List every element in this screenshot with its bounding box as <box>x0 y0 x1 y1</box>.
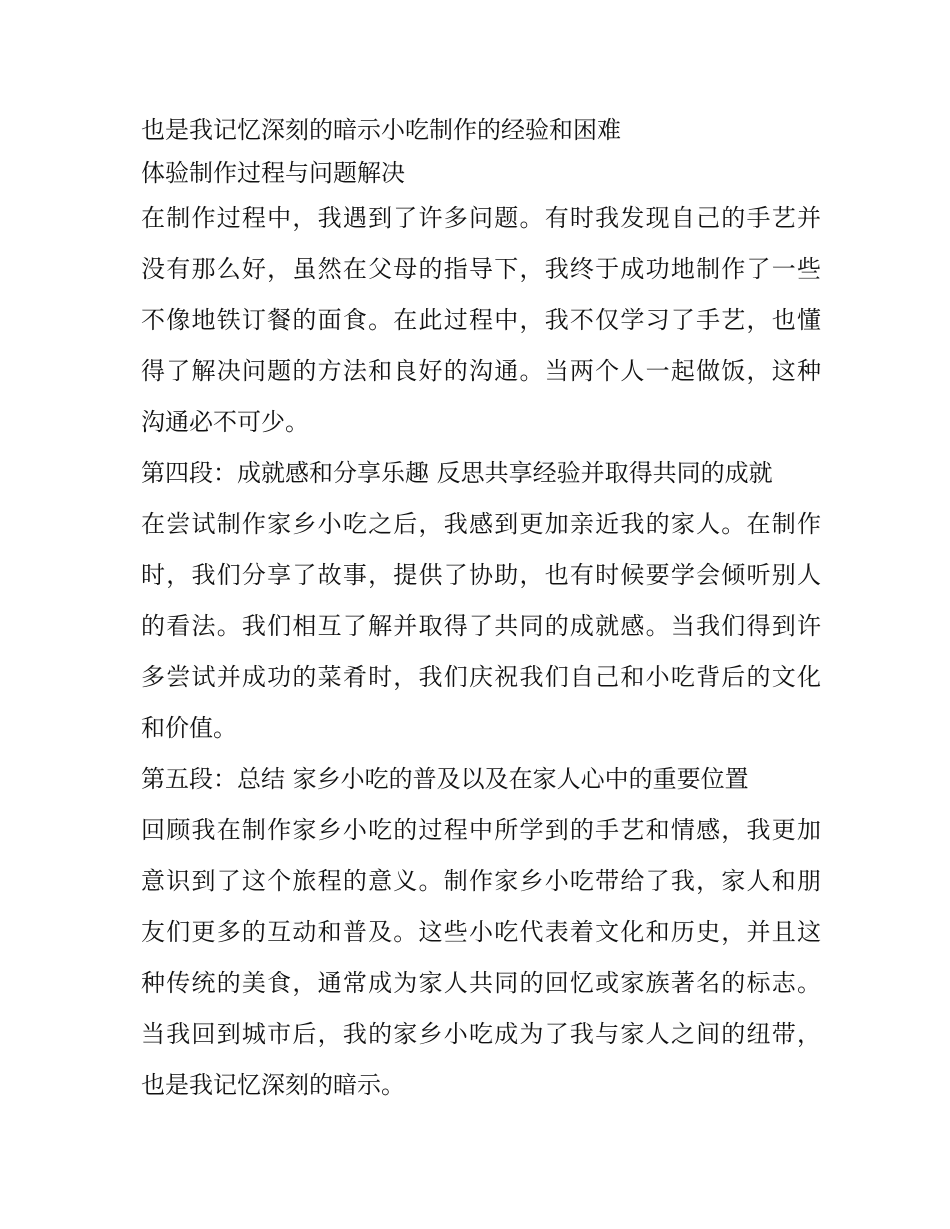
text-line: 在尝试制作家乡小吃之后，我感到更加亲近我的家人。在制作 <box>141 510 821 538</box>
text-line: 和价值。 <box>141 714 237 742</box>
text-line: 不像地铁订餐的面食。在此过程中，我不仅学习了手艺，也懂 <box>141 306 821 334</box>
paragraph-summary <box>141 805 821 1111</box>
text-line: 也是我记忆深刻的暗示。 <box>141 1071 405 1099</box>
text-line: 没有那么好，虽然在父母的指导下，我终于成功地制作了一些 <box>141 255 821 283</box>
text-line: 得了解决问题的方法和良好的沟通。当两个人一起做饭，这种 <box>141 357 821 385</box>
heading-line-1: 也是我记忆深刻的暗示小吃制作的经验和困难 <box>141 116 621 144</box>
paragraph-problem-solving <box>141 193 821 448</box>
heading-line-2: 体验制作过程与问题解决 <box>141 159 405 187</box>
document-body <box>141 112 821 1111</box>
text-line: 种传统的美食，通常成为家人共同的回忆或家族著名的标志。 <box>141 969 821 997</box>
text-line: 多尝试并成功的菜肴时，我们庆祝我们自己和小吃背后的文化 <box>141 663 821 691</box>
text-line: 友们更多的互动和普及。这些小吃代表着文化和历史，并且这 <box>141 918 821 946</box>
text-line: 当我回到城市后，我的家乡小吃成为了我与家人之间的纽带， <box>141 1020 821 1048</box>
section-five-title: 第五段：总结 家乡小吃的普及以及在家人心中的重要位置 <box>141 765 749 793</box>
text-line: 意识到了这个旅程的意义。制作家乡小吃带给了我，家人和朋 <box>141 867 821 895</box>
text-line: 时，我们分享了故事，提供了协助，也有时候要学会倾听别人 <box>141 561 821 589</box>
text-line: 沟通必不可少。 <box>141 408 309 436</box>
section-four-title: 第四段：成就感和分享乐趣 反思共享经验并取得共同的成就 <box>141 459 773 487</box>
text-line: 回顾我在制作家乡小吃的过程中所学到的手艺和情感，我更加 <box>141 816 821 844</box>
paragraph-achievement <box>141 499 821 754</box>
text-line: 的看法。我们相互了解并取得了共同的成就感。当我们得到许 <box>141 612 821 640</box>
text-line: 在制作过程中，我遇到了许多问题。有时我发现自己的手艺并 <box>141 204 821 232</box>
